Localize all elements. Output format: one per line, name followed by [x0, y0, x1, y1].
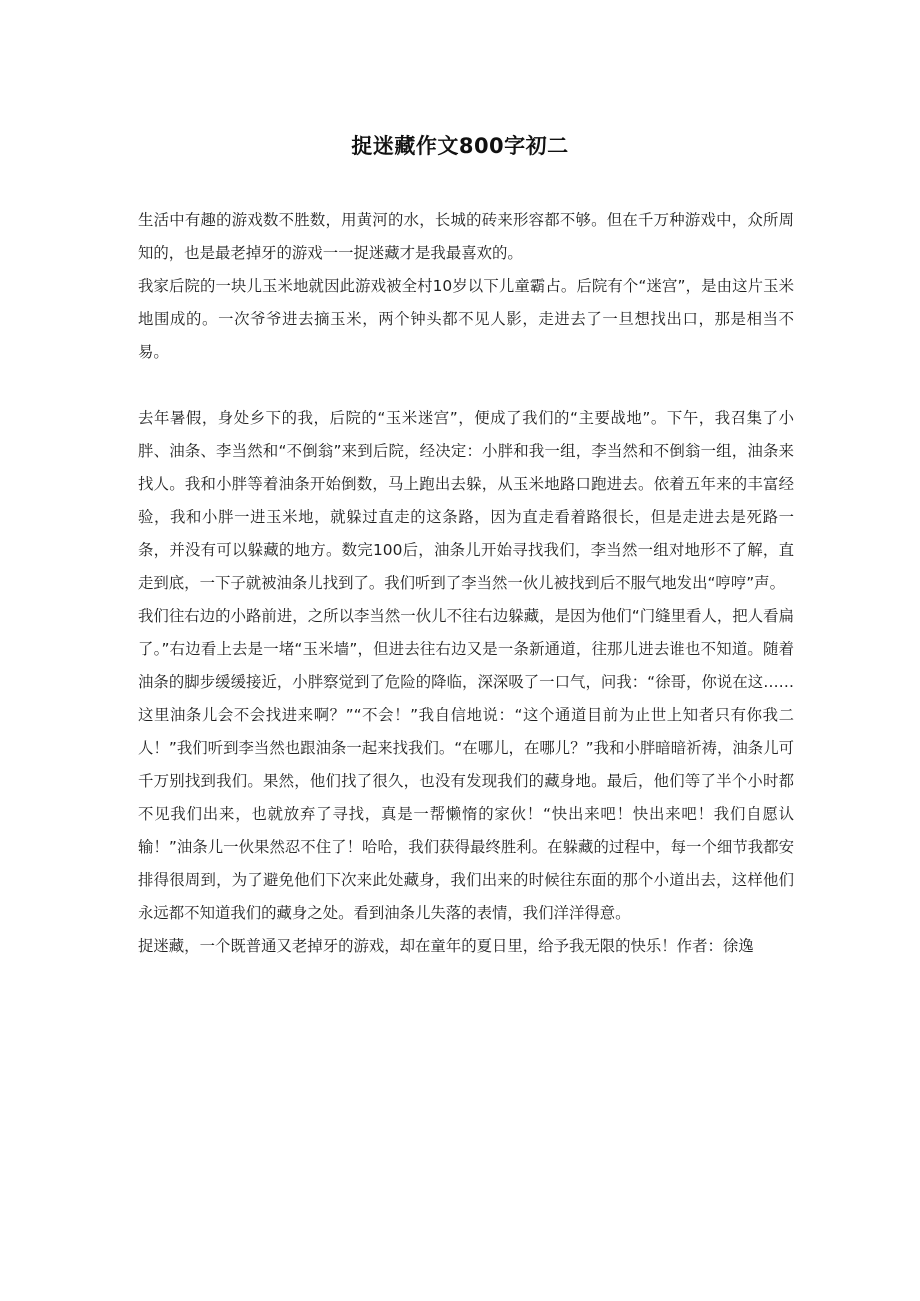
- paragraph-spacer: [138, 369, 794, 402]
- paragraph-hiding: 我们往右边的小路前进，之所以李当然一伙儿不往右边躲藏，是因为他们“门缝里看人，把人看扁了。”右边看上去是一堵“玉米墙”，但进去往右边又是一条新通道，往那儿进去谁也不知道。随着油条的脚步缓缓接近，小胖察觉到了危险的降临，深深吸了一口气，问我：“徐哥，你说在这……这里油条儿会不会找进来啊？”“不会！”我自信地说：“这个通道目前为止世上知者只有你我二人！”我们听到李当然也跟油条一起来找我们。“在哪儿，在哪儿？”我和小胖暗暗祈祷，油条儿可千万别找到我们。果然，他们找了很久，也没有发现我们的藏身地。最后，他们等了半个小时都不见我们出来，也就放弃了寻找，真是一帮懒惰的家伙！“快出来吧！快出来吧！我们自愿认输！”油条儿一伙果然忍不住了！哈哈，我们获得最终胜利。在躲藏的过程中，每一个细节我都安排得很周到，为了避免他们下次来此处藏身，我们出来的时候往东面的那个小道出去，这样他们永远都不知道我们的藏身之处。看到油条儿失落的表情，我们洋洋得意。: [138, 607, 794, 922]
- paragraph-intro: 生活中有趣的游戏数不胜数，用黄河的水，长城的砖来形容都不够。但在千万种游戏中，众所周知的，也是最老掉牙的游戏一一捉迷藏才是我最喜欢的。: [138, 211, 794, 262]
- paragraph-conclusion: 捉迷藏，一个既普通又老掉牙的游戏，却在童年的夏日里，给予我无限的快乐！作者：徐逸: [138, 937, 754, 955]
- paragraph-summer: 去年暑假，身处乡下的我，后院的“玉米迷宫”，便成了我们的“主要战地”。下午，我召集了小胖、油条、李当然和“不倒翁”来到后院，经决定：小胖和我一组，李当然和不倒翁一组，油条来找人。我和小胖等着油条开始倒数，马上跑出去躲，从玉米地路口跑进去。依着五年来的丰富经验，我和小胖一进玉米地，就躲过直走的这条路，因为直走看着路很长，但是走进去是死路一条，并没有可以躲藏的地方。数完100后，油条儿开始寻找我们，李当然一组对地形不了解，直走到底，一下子就被油条儿找到了。我们听到了李当然一伙儿被找到后不服气地发出“哼哼”声。: [138, 409, 794, 592]
- document-body: [138, 204, 794, 963]
- document-title: 捉迷藏作文800字初二: [351, 134, 569, 158]
- paragraph-backyard: 我家后院的一块儿玉米地就因此游戏被全村10岁以下儿童霸占。后院有个“迷宫”，是由这片玉米地围成的。一次爷爷进去摘玉米，两个钟头都不见人影，走进去了一旦想找出口，那是相当不易。: [138, 277, 794, 361]
